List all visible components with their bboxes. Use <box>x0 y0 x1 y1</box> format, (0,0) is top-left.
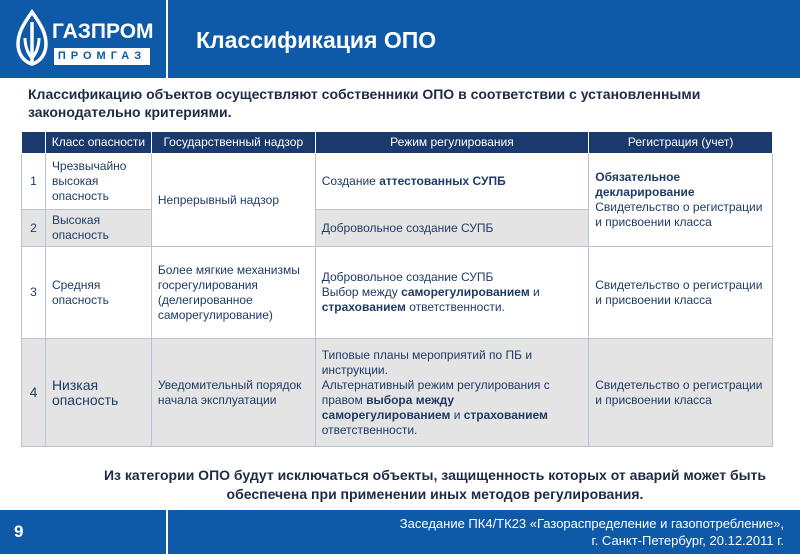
regime-text: Альтернативный режим регулирования с правом <box>321 377 550 407</box>
header-num <box>22 132 46 154</box>
regime-bold: страхованием <box>463 407 548 422</box>
registration-bold: Обязательное декларирование <box>595 170 695 199</box>
row-regime <box>315 247 589 339</box>
page-title: Классификация ОПО <box>196 27 437 53</box>
header-supervision: Государственный надзор <box>151 132 315 154</box>
slide-header <box>0 0 800 78</box>
slide-footer <box>0 510 800 554</box>
note-text: Из категории ОПО будут исключаться объекты, защищенность которых от аварий может быть обеспечена при применении иных методов регулирования. <box>103 467 767 502</box>
row-registration <box>589 154 773 247</box>
row-regime <box>315 339 589 447</box>
footer-line: г. Санкт-Петербург, 20.12.2011 г. <box>591 533 784 548</box>
regime-bold: аттестованных СУПБ <box>379 174 506 188</box>
row-supervision: Уведомительный порядок начала эксплуатации <box>151 339 315 447</box>
logo-sub: ПРОМГАЗ <box>54 48 150 65</box>
classification-table <box>21 131 773 447</box>
registration-text: Свидетельство о регистрации и присвоении класса <box>595 200 763 229</box>
regime-text: Создание <box>321 174 380 188</box>
header-class: Класс опасности <box>45 132 151 154</box>
row-supervision: Более мягкие механизмы госрегулирования (делегированное саморегулирование) <box>151 247 315 339</box>
regime-text: Выбор между <box>321 285 402 299</box>
regime-bold: страхованием <box>321 300 406 314</box>
gazprom-logo <box>0 0 168 78</box>
table-row <box>22 247 773 339</box>
row-num: 4 <box>22 339 46 447</box>
row-num: 2 <box>22 210 46 247</box>
footer-caption <box>400 515 784 549</box>
row-num: 3 <box>22 247 46 339</box>
row-regime: Добровольное создание СУПБ <box>315 210 589 247</box>
header-registration: Регистрация (учет) <box>589 132 773 154</box>
regime-line: Добровольное создание СУПБ <box>321 270 494 284</box>
intro-text: Классификацию объектов осуществляют собственники ОПО в соответствии с установленными законодательно критериями. <box>28 86 701 120</box>
regime-bold: выбора между саморегулированием <box>321 392 455 422</box>
footer-line: Заседание ПК4/ТК23 «Газораспределение и газопотребление», <box>399 516 784 531</box>
row-class: Чрезвычайно высокая опасность <box>45 154 151 210</box>
regime-line: Типовые планы мероприятий по ПБ и инструкции. <box>321 347 533 377</box>
row-registration: Свидетельство о регистрации и присвоении класса <box>589 247 773 339</box>
table-row <box>22 339 773 447</box>
table-row <box>22 154 773 210</box>
row-registration: Свидетельство о регистрации и присвоении класса <box>589 339 773 447</box>
regime-text: ответственности. <box>321 422 418 437</box>
table-header-row <box>22 132 773 154</box>
regime-text: и <box>529 285 540 299</box>
logo-word: ГАЗПРОМ <box>52 20 154 43</box>
row-regime <box>315 154 589 210</box>
header-regime: Режим регулирования <box>315 132 589 154</box>
regime-text: и <box>450 407 464 422</box>
regime-text: ответственности. <box>405 300 505 314</box>
row-class: Высокая опасность <box>45 210 151 247</box>
row-supervision: Непрерывный надзор <box>151 154 315 247</box>
regime-bold: саморегулированием <box>401 285 530 299</box>
row-num: 1 <box>22 154 46 210</box>
page-number: 9 <box>0 510 168 554</box>
flame-icon <box>12 8 52 68</box>
row-class: Средняя опасность <box>45 247 151 339</box>
row-class: Низкая опасность <box>45 339 151 447</box>
